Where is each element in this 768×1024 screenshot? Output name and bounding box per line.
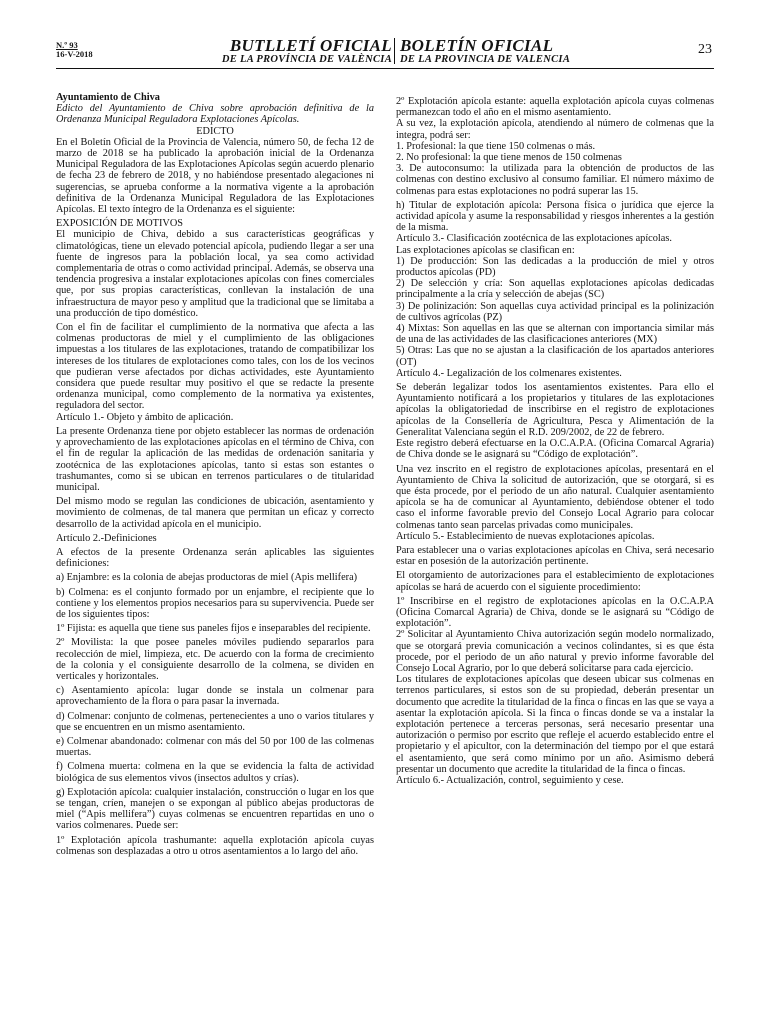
definition: 1º Explotación apícola trashumante: aquella explotación apícola cuyas colmenas son desplazadas a otro u otros asentamientos a lo largo del año.: [56, 834, 374, 857]
paragraph: El municipio de Chiva, debido a sus características geográficas y climatológicas, tiene un elevado potencial apícola, pudiendo llegar a ser una fuente de ingresos para la población local, ya sea como actividad complementaria de otras o como actividad principal. Además, se observa una tendencia progresiva a instalar explotaciones apícolas con fines comerciales que, por sus propias características, conllevan la instalación de una infraestructura de mayor peso y amplitud que la tradicional que se limitaba a una producción de tipo doméstico.: [56, 229, 374, 319]
paragraph: Este registro deberá efectuarse en la O.C.A.P.A. (Oficina Comarcal Agraria) de Chiva donde se le asignará su “Código de explotación”.: [396, 438, 714, 461]
issue-info: [56, 41, 93, 59]
edict-heading: EDICTO: [196, 125, 234, 137]
title-valencian: BUTLLETÍ OFICIAL: [229, 36, 392, 55]
list-item: 5) Otras: Las que no se ajustan a la clasificación de los apartados anteriores (OT): [396, 345, 714, 368]
list-item: 1) De producción: Son las dedicadas a la producción de miel y otros productos apícolas (PD): [396, 255, 714, 279]
definition: d) Colmenar: conjunto de colmenas, pertenecientes a uno o varios titulares y que se encuentren en un mismo asentamiento.: [56, 710, 374, 733]
page-header: [56, 38, 714, 68]
article-heading: Artículo 3.- Clasificación zootécnica de las explotaciones apícolas.: [396, 233, 672, 245]
page-number: 23: [698, 42, 712, 57]
paragraph: Los titulares de explotaciones apícolas que deseen ubicar sus colmenas en terrenos particulares, si estos son de su propiedad, deberán presentar un documento que acredite la titularidad de la finca o fincas en las que se vaya a asentar la explotación apícola. Si la finca o fincas donde se va a instalar la explotación pertenece a terceras personas, será necesario presentar una autorización o permiso por escrito que refleje el acuerdo establecido entre el propietario y el apicultor, con la determinación del tiempo por el que estará el asentamiento, que será como mínimo por un año. Asimismo deberá presentar un documento que acredite la titularidad de la finca o fincas.: [396, 674, 714, 775]
paragraph: En el Boletín Oficial de la Provincia de Valencia, número 50, de fecha 12 de marzo de 2018 se ha publicado la aprobación inicial de la Ordenanza Municipal Reguladora de las Explotaciones Apícolas según acuerdo plenario de fecha 23 de febrero de 2018, y no habiéndose presentado alegaciones ni sugerencias, se aprueba conforme a la normativa vigente a la aprobación definitiva de la Ordenanza Municipal Reguladora de las Explotaciones Apícolas. El texto íntegro de la Ordenanza es el siguiente:: [56, 136, 374, 216]
header-rule: [56, 68, 714, 69]
paragraph: Con el fin de facilitar el cumplimiento de la normativa que afecta a las colmenas productoras de miel y el cumplimiento de las obligaciones impuestas a los titulares de las explotaciones, tratando de compatibilizar los intereses de los titulares de explotaciones como tales, con los de los vecinos que pudieran verse afectados por dichas actividades, este Ayuntamiento considera que puede resultar muy positivo el que se redacte la presente ordenanza municipal, como complemento de la normativa ya existentes, reguladora del sector.: [56, 322, 374, 412]
definition: f) Colmena muerta: colmena en la que se evidencia la falta de actividad biológica de sus elementos vivos (insectos adultos y crías).: [56, 761, 374, 784]
subtitle-castilian: DE LA PROVINCIA DE VALENCIA: [400, 54, 571, 65]
definition: 2º Movilista: la que posee paneles móviles pudiendo separarlos para recolección de miel, limpieza, etc. De acuerdo con la forma de crecimiento de la colonia y el consiguiente desarrollo de la colmena, se dividen en verticales y horizontales.: [56, 637, 374, 682]
article-heading: Artículo 5.- Establecimiento de nuevas explotaciones apícolas.: [396, 530, 655, 542]
organization-name: Ayuntamiento de Chiva: [56, 92, 160, 103]
paragraph: A efectos de la presente Ordenanza serán aplicables las siguientes definiciones:: [56, 546, 374, 570]
definition: g) Explotación apícola: cualquier instalación, construcción o lugar en los que se tengan, críen, manejen o se expongan al público abejas productoras de miel (“Apis mellifera”) cuyas colmenas se encuentren repartidas en uno o varios colmenares. Puede ser:: [56, 786, 374, 832]
definition: b) Colmena: es el conjunto formado por un enjambre, el recipiente que lo contiene y los elementos propios necesarios para su supervivencia. Puede ser de los siguientes tipos:: [56, 586, 374, 620]
definition: c) Asentamiento apícola: lugar donde se instala un colmenar para aprovechamiento de la flora o para pasar la invernada.: [56, 685, 374, 708]
paragraph: Del mismo modo se regulan las condiciones de ubicación, asentamiento y movimiento de colmenas, de tal manera que permitan un eficaz y correcto desarrollo de la actividad apícola en el municipio.: [56, 496, 374, 530]
list-item: 3) De polinización: Son aquellas cuya actividad principal es la polinización de cultivos agrícolas (PZ): [396, 300, 714, 323]
right-column: [396, 96, 714, 789]
paragraph: Las explotaciones apícolas se clasifican en:: [396, 244, 575, 256]
edict-summary: Edicto del Ayuntamiento de Chiva sobre aprobación definitiva de la Ordenanza Municipal Reguladora Explotaciones Apícolas.: [56, 103, 374, 126]
title-separator: [394, 38, 395, 64]
paragraph: Para establecer una o varias explotaciones apícolas en Chiva, será necesario estar en posesión de la autorización pertinente.: [396, 544, 714, 568]
paragraph: Se deberán legalizar todos los asentamientos existentes. Para ello el Ayuntamiento notificará a los propietarios y titulares de las explotaciones apícolas la obligatoriedad de inscribirse en el registro de explotaciones apícolas de la Consellería de Agricultura, Pesca y Alimentación de la Generalitat Valenciana según el R.D. 209/2002, de 22 de febrero.: [396, 382, 714, 438]
article-heading: Artículo 6.- Actualización, control, seguimiento y cese.: [396, 774, 624, 786]
paragraph: A su vez, la explotación apícola, atendiendo al número de colmenas que la integra, podrá ser:: [396, 118, 714, 141]
article-heading: Artículo 2.-Definiciones: [56, 532, 157, 544]
section-heading: EXPOSICIÓN DE MOTIVOS: [56, 218, 183, 230]
title-castilian-block: [400, 38, 620, 66]
article-heading: Artículo 4.- Legalización de los colmenares existentes.: [396, 367, 622, 379]
subtitle-valencian: DE LA PROVÍNCIA DE VALÈNCIA: [221, 54, 392, 65]
issue-date: 16-V-2018: [56, 49, 93, 59]
paragraph: El otorgamiento de autorizaciones para el establecimiento de explotaciones apícolas se hará de acuerdo con el siguiente procedimiento:: [396, 570, 714, 593]
title-castilian: BOLETÍN OFICIAL: [400, 36, 554, 55]
list-item: 2) De selección y cría: Son aquellas explotaciones apícolas dedicadas principalmente a la cría y selección de abejas (SC): [396, 278, 714, 301]
list-item: 4) Mixtas: Son aquellas en las que se alternan con importancia similar más de una de las actividades de las clasificaciones anteriores (MX): [396, 323, 714, 346]
list-item: 3. De autoconsumo: la utilizada para la obtención de productos de las colmenas con destino exclusivo al consumo familiar. El número máximo de colmenas para estas explotaciones no podrá superar las 15.: [396, 163, 714, 197]
left-column: [56, 92, 374, 860]
list-item: 2º Solicitar al Ayuntamiento Chiva autorización según modelo normalizado, que se otorgará previa comunicación a vecinos colindantes, si es que ésta procede, por el periodo de un año natural y previo informe favorable del Consejo Local Agrario, por lo que deberá solicitarse para cada ejercicio.: [396, 629, 714, 674]
list-item: 2. No profesional: la que tiene menos de 150 colmenas: [396, 152, 622, 164]
definition: h) Titular de explotación apícola: Persona física o jurídica que ejerce la actividad apícola y asume la responsabilidad y riesgos inherentes a la gestión de la misma.: [396, 199, 714, 234]
title-valencian-block: [180, 38, 392, 66]
paragraph: La presente Ordenanza tiene por objeto establecer las normas de ordenación y aprovechamiento de las explotaciones apícolas en el término de Chiva, con el fin de regular la aplicación de las medidas de ordenación sanitaria y zootécnica de las explotaciones apícolas, tanto si estas son estantes o trashumantes, como si se ubican en terrenos particulares o de titularidad municipal.: [56, 425, 374, 493]
definition: 2º Explotación apícola estante: aquella explotación apícola cuyas colmenas permanezcan todo el año en el mismo asentamiento.: [396, 96, 714, 119]
list-item: 1º Inscribirse en el registro de explotaciones apícolas en la O.C.A.P.A (Oficina Comarcal Agraria) de Chiva, donde se le asignará su “Código de explotación”.: [396, 595, 714, 630]
definition: e) Colmenar abandonado: colmenar con más del 50 por 100 de las colmenas muertas.: [56, 735, 374, 759]
paragraph: Una vez inscrito en el registro de explotaciones apícolas, presentará en el Ayuntamiento de Chiva la solicitud de autorización, que se otorgará, si es que ésta procede, por el periodo de un año natural. Cualquier asentamiento apícola se ha de comunicar al Ayuntamiento, debiéndose obtener el todo caso el informe favorable previo del Consejo Local Agrario para colocar colmenas tanto sean parcelas privadas como municipales.: [396, 463, 714, 531]
article-heading: Artículo 1.- Objeto y ámbito de aplicación.: [56, 411, 234, 423]
list-item: 1. Profesional: la que tiene 150 colmenas o más.: [396, 140, 596, 152]
definition: a) Enjambre: es la colonia de abejas productoras de miel (Apis mellifera): [56, 572, 358, 584]
issue-number: N.º 93: [56, 40, 78, 50]
definition: 1º Fijista: es aquella que tiene sus paneles fijos e inseparables del recipiente.: [56, 623, 371, 635]
